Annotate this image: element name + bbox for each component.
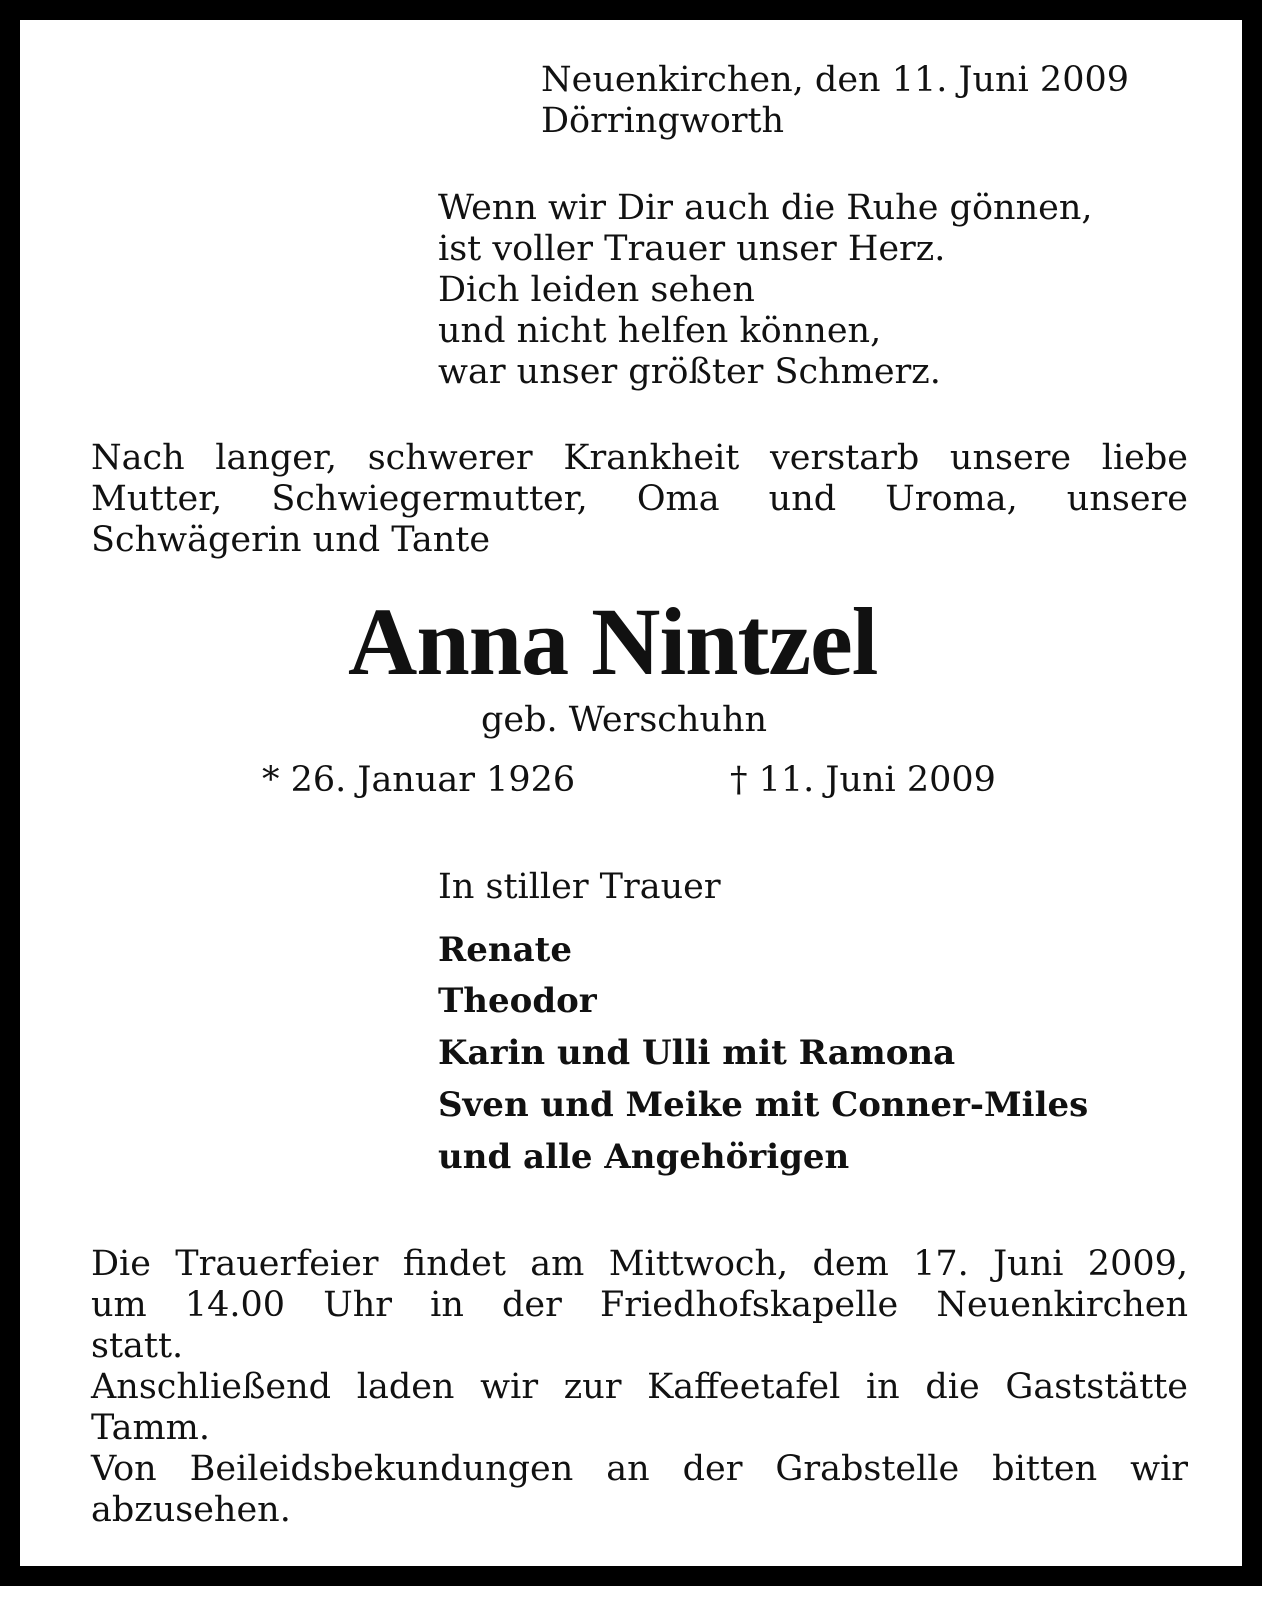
poem-line: und nicht helfen können,	[438, 311, 882, 351]
service-line: Tamm.	[91, 1408, 210, 1448]
mourning-heading: In stiller Trauer	[438, 867, 721, 907]
intro-line: Schwägerin und Tante	[91, 520, 491, 560]
service-line: abzusehen.	[91, 1490, 291, 1530]
poem-line: war unser größter Schmerz.	[438, 352, 941, 392]
death-date: † 11. Juni 2009	[730, 760, 996, 800]
service-line: Von Beileidsbekundungen an der Grabstelle bitten wir	[91, 1449, 1188, 1489]
service-line: statt.	[91, 1326, 184, 1366]
mourner-name: Sven und Meike mit Conner-Miles	[438, 1085, 1089, 1125]
mourner-name: Renate	[438, 930, 572, 970]
mourner-name: Karin und Ulli mit Ramona	[438, 1033, 956, 1073]
mourner-name: und alle Angehörigen	[438, 1137, 850, 1177]
place-date-line: Neuenkirchen, den 11. Juni 2009	[541, 60, 1129, 100]
place-line: Dörringworth	[541, 101, 785, 141]
service-line: Die Trauerfeier findet am Mittwoch, dem 17. Juni 2009,	[91, 1244, 1188, 1284]
intro-paragraph	[91, 438, 1188, 561]
service-line: Anschließend laden wir zur Kaffeetafel in die Gaststätte	[91, 1367, 1188, 1407]
poem-line: Dich leiden sehen	[438, 270, 755, 310]
service-paragraph	[91, 1244, 1188, 1531]
intro-line: Nach langer, schwerer Krankheit verstarb unsere liebe	[91, 438, 1188, 478]
intro-line: Mutter, Schwiegermutter, Oma und Uroma, unsere	[91, 479, 1188, 519]
poem-line: Wenn wir Dir auch die Ruhe gönnen,	[438, 188, 1093, 228]
mourner-name: Theodor	[438, 981, 597, 1021]
poem-line: ist voller Trauer unser Herz.	[438, 229, 946, 269]
maiden-name: geb. Werschuhn	[481, 700, 768, 740]
birth-date: * 26. Januar 1926	[262, 760, 576, 800]
deceased-name: Anna Nintzel	[348, 588, 878, 695]
service-line: um 14.00 Uhr in der Friedhofskapelle Neuenkirchen	[91, 1285, 1188, 1325]
